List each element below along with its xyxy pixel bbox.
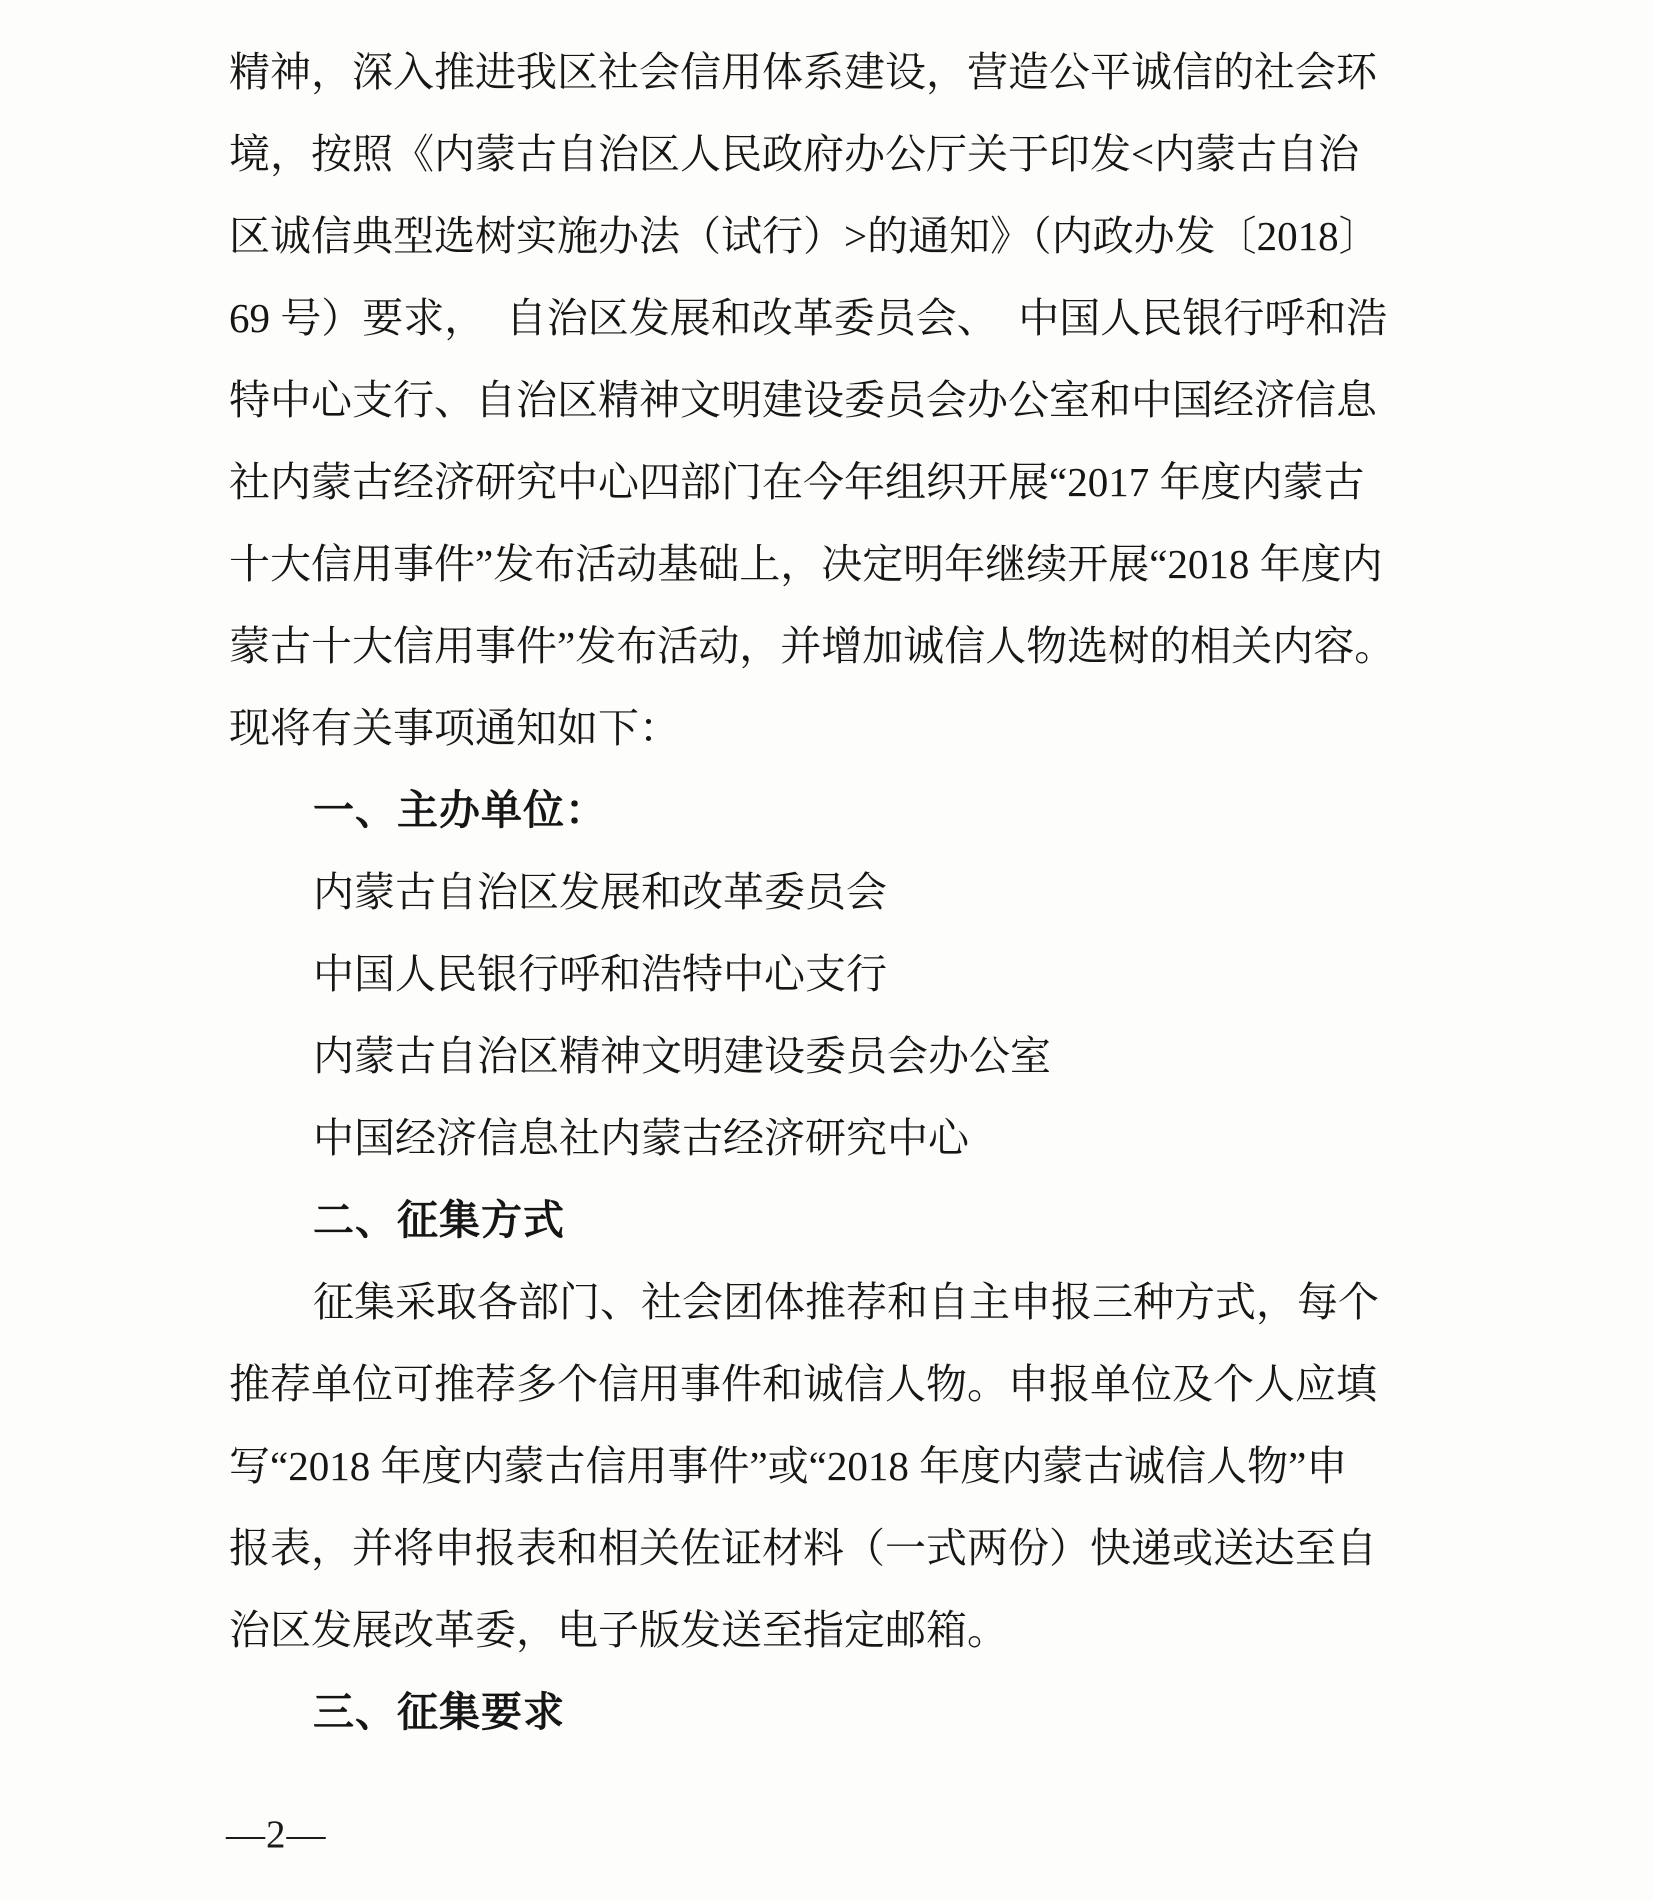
organizer-line-ceis: 中国经济信息社内蒙古经济研究中心 [313,1115,969,1161]
intro-line-3: 区诚信典型选树实施办法（试行）>的通知》（内政办发〔2018〕 [229,213,1380,259]
intro-line-6: 社内蒙古经济研究中心四部门在今年组织开展“2017 年度内蒙古 [229,459,1365,505]
organizer-line-ndrc: 内蒙古自治区发展和改革委员会 [313,869,887,915]
section-2-line-4: 报表，并将申报表和相关佐证材料（一式两份）快递或送达至自 [229,1525,1377,1571]
intro-line-2: 境，按照《内蒙古自治区人民政府办公厅关于印发<内蒙古自治 [229,131,1360,177]
section-2-line-2: 推荐单位可推荐多个信用事件和诚信人物。申报单位及个人应填 [229,1361,1377,1407]
section-2-line-5: 治区发展改革委，电子版发送至指定邮箱。 [229,1607,1008,1653]
section-2-heading: 二、征集方式 [313,1197,565,1243]
organizer-line-civilization-office: 内蒙古自治区精神文明建设委员会办公室 [313,1033,1051,1079]
organizer-line-pboc: 中国人民银行呼和浩特中心支行 [313,951,887,997]
section-2-line-3: 写“2018 年度内蒙古信用事件”或“2018 年度内蒙古诚信人物”申 [229,1443,1348,1489]
intro-line-9: 现将有关事项通知如下： [229,705,680,751]
intro-line-8: 蒙古十大信用事件”发布活动，并增加诚信人物选树的相关内容。 [229,623,1396,669]
section-3-heading: 三、征集要求 [313,1689,565,1735]
intro-line-5: 特中心支行、自治区精神文明建设委员会办公室和中国经济信息 [229,377,1377,423]
page-number: —2— [226,1813,327,1856]
intro-line-4: 69 号）要求， 自治区发展和改革委员会、 中国人民银行呼和浩 [229,295,1388,341]
intro-line-7: 十大信用事件”发布活动基础上，决定明年继续开展“2018 年度内 [229,541,1383,587]
section-2-line-1: 征集采取各部门、社会团体推荐和自主申报三种方式，每个 [313,1279,1379,1325]
document-body [229,31,1469,1753]
intro-line-1: 精神，深入推进我区社会信用体系建设，营造公平诚信的社会环 [229,49,1377,95]
section-1-heading: 一、主办单位： [313,787,607,833]
